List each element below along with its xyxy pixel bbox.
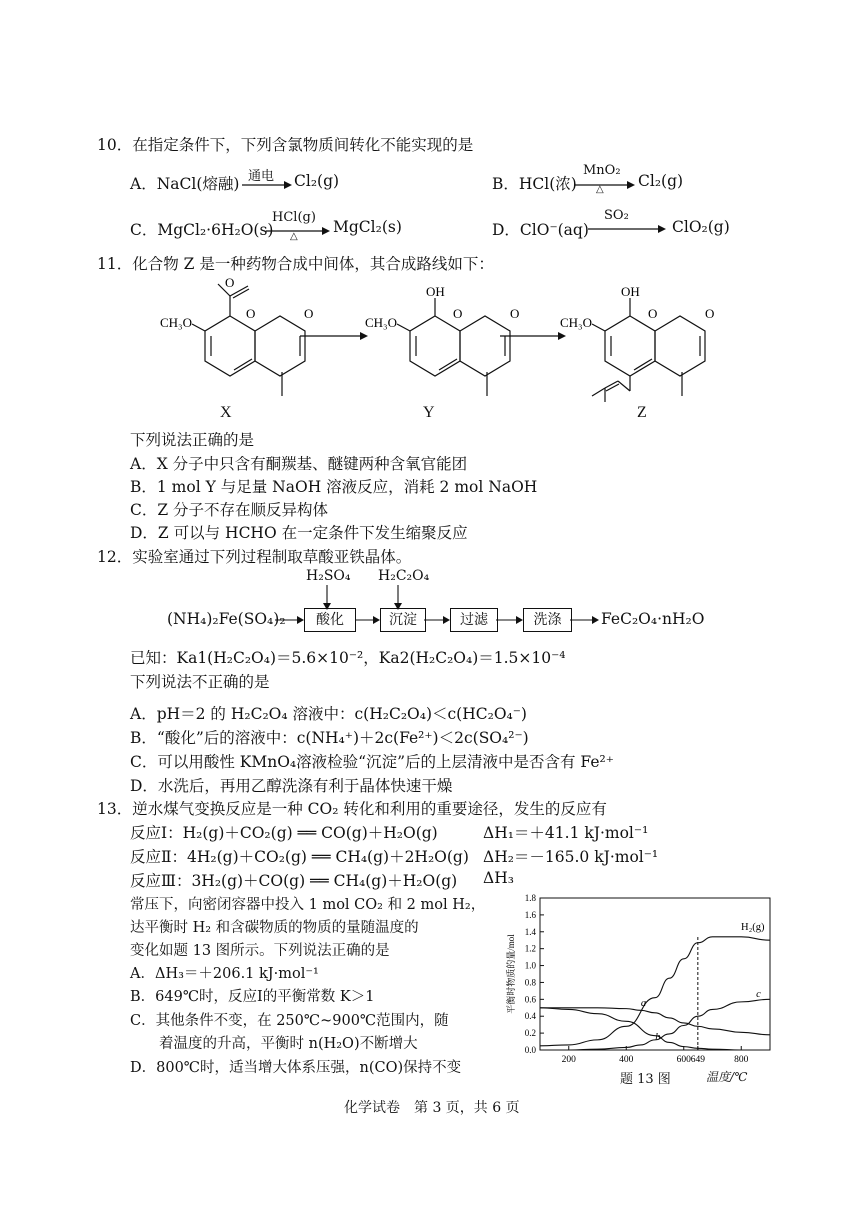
series-line-a [540, 1008, 770, 1035]
y-tick-label: 0.4 [524, 1011, 536, 1022]
x-oxygen: O [225, 276, 235, 290]
label-y: Y [423, 404, 435, 421]
series-line-b [540, 1008, 770, 1050]
series-label: H₂(g) [741, 922, 765, 934]
q10-d-condition: SO₂ [604, 208, 629, 223]
series-line-h2 [540, 937, 770, 1046]
y-ring-oxygen: O [453, 306, 463, 321]
label-x: X [220, 404, 232, 421]
x-tick-label: 800 [734, 1055, 749, 1065]
q10-option-a: A．NaCl(熔融) [130, 175, 240, 193]
molecule-x [192, 284, 305, 396]
q10-b-arrow [575, 180, 635, 190]
q13-reaction-3: 反应Ⅲ：3H₂(g)＋CO(g) ══ CH₄(g)＋H₂O(g) [130, 872, 458, 890]
q10-d-product: ClO₂(g) [672, 218, 730, 236]
q13-reaction-3-dh: ΔH₃ [483, 869, 514, 887]
q12-option-c: C．可以用酸性 KMnO₄溶液检验“沉淀”后的上层清液中是否含有 Fe²⁺ [130, 753, 614, 771]
y-tick-label: 0.2 [524, 1028, 536, 1039]
q11-option-c: C．Z 分子不存在顺反异构体 [130, 501, 329, 519]
q11-option-d: D．Z 可以与 HCHO 在一定条件下发生缩聚反应 [130, 524, 468, 542]
q10-a-product: Cl₂(g) [294, 172, 340, 190]
page-footer: 化学试卷 第 3 页，共 6 页 [344, 1100, 520, 1116]
q10-b-condition: MnO₂ [583, 163, 621, 178]
q12-option-d: D．水洗后，再用乙醇洗涤有利于晶体快速干燥 [130, 777, 453, 795]
chart-caption: 题 13 图 [620, 1072, 671, 1087]
z-hydroxyl: OH [621, 284, 640, 299]
q10-option-c: C．MgCl₂·6H₂O(s) [130, 221, 274, 239]
x-methoxy: CH₃O [160, 315, 192, 330]
q11-synthesis-route [160, 276, 720, 426]
q10-c-product: MgCl₂(s) [333, 218, 402, 236]
q10-a-arrow [242, 180, 292, 190]
step-precipitate: 沉淀 [380, 608, 426, 632]
q11-option-b: B．1 mol Y 与足量 NaOH 溶液反应，消耗 2 mol NaOH [130, 478, 538, 496]
q10-c-arrow [266, 226, 330, 236]
y-carbonyl-oxygen: O [510, 306, 520, 321]
y-tick-label: 0.0 [524, 1045, 536, 1055]
q12-lead: 下列说法不正确的是 [130, 673, 270, 691]
chart-xlabel: 温度/℃ [706, 1070, 748, 1084]
q12-option-b: B．“酸化”后的溶液中：c(NH₄⁺)＋2c(Fe²⁺)＜2c(SO₄²⁻) [130, 729, 529, 747]
reaction-arrow-2-head [558, 332, 566, 340]
q12-reagent-2: H₂C₂O₄ [378, 568, 430, 584]
x-tick-label: 200 [561, 1055, 576, 1065]
x-ring-oxygen: O [246, 306, 256, 321]
q11-stem: 11．化合物 Z 是一种药物合成中间体，其合成路线如下： [97, 255, 494, 273]
q12-product: FeC₂O₄·nH₂O [601, 610, 705, 628]
q13-body-1: 常压下，向密闭容器中投入 1 mol CO₂ 和 2 mol H₂， [130, 897, 486, 913]
y-hydroxyl: OH [426, 284, 445, 299]
q12-start-material: (NH₄)₂Fe(SO₄)₂ [167, 610, 286, 628]
q12-reagent-1: H₂SO₄ [306, 568, 351, 584]
q12-stem: 12．实验室通过下列过程制取草酸亚铁晶体。 [97, 548, 412, 566]
series-label: a [640, 998, 647, 1010]
q13-body-2: 达平衡时 H₂ 和含碳物质的物质的量随温度的 [130, 920, 419, 936]
x-tick-label: 600 [676, 1055, 691, 1065]
series-label: b [655, 1031, 661, 1043]
reaction-arrow-1-head [360, 332, 368, 340]
y-tick-label: 1.6 [524, 909, 536, 920]
z-ring-oxygen: O [648, 306, 658, 321]
y-tick-label: 1.2 [524, 943, 536, 954]
q13-chart [500, 888, 790, 1088]
y-tick-label: 0.8 [524, 977, 536, 988]
q10-option-d: D．ClO⁻(aq) [492, 221, 589, 239]
q13-body-3: 变化如题 13 图所示。下列说法正确的是 [130, 943, 390, 959]
step-acidify: 酸化 [304, 608, 356, 632]
q13-option-a: A．ΔH₃＝＋206.1 kJ·mol⁻¹ [130, 966, 319, 982]
q13-option-c: C．其他条件不变，在 250℃~900℃范围内，随 [130, 1013, 449, 1029]
q12-known: 已知：Ka1(H₂C₂O₄)＝5.6×10⁻²，Ka2(H₂C₂O₄)＝1.5×10⁻⁴ [130, 649, 566, 667]
q13-stem: 13．逆水煤气变换反应是一种 CO₂ 转化和利用的重要途径，发生的反应有 [97, 800, 607, 818]
step-wash: 洗涤 [523, 608, 572, 632]
y-tick-label: 1.8 [524, 893, 536, 903]
q13-reaction-2-dh: ΔH₂＝－165.0 kJ·mol⁻¹ [483, 848, 659, 866]
q13-reaction-1: 反应Ⅰ：H₂(g)＋CO₂(g) ══ CO(g)＋H₂O(g) [130, 824, 438, 842]
q13-option-c-cont: 着温度的升高，平衡时 n(H₂O)不断增大 [130, 1036, 418, 1052]
x-carbonyl-oxygen: O [304, 306, 314, 321]
q10-c-heat: △ [290, 231, 298, 242]
q11-lead: 下列说法正确的是 [130, 431, 255, 449]
q10-b-product: Cl₂(g) [638, 172, 684, 190]
q12-option-a: A．pH＝2 的 H₂C₂O₄ 溶液中：c(H₂C₂O₄)＜c(HC₂O₄⁻) [130, 705, 527, 723]
series-label: c [756, 988, 761, 1000]
q13-reaction-2: 反应Ⅱ：4H₂(g)＋CO₂(g) ══ CH₄(g)＋2H₂O(g) [130, 848, 469, 866]
step-filter: 过滤 [450, 608, 498, 632]
q13-option-b: B．649℃时，反应Ⅰ的平衡常数 K＞1 [130, 989, 375, 1005]
label-z: Z [637, 404, 647, 421]
q10-b-heat: △ [596, 184, 604, 195]
z-methoxy: CH₃O [560, 315, 592, 330]
y-tick-label: 1.4 [524, 926, 536, 937]
y-tick-label: 0.6 [524, 994, 536, 1005]
q10-option-b: B．HCl(浓) [492, 175, 577, 193]
x-tick-label: 400 [619, 1055, 634, 1065]
x-tick-label: 649 [690, 1055, 705, 1065]
q10-d-arrow [588, 224, 666, 234]
q11-option-a: A．X 分子中只含有酮羰基、醚键两种含氧官能团 [130, 455, 468, 473]
y-tick-label: 1.0 [524, 960, 536, 971]
plot-frame [540, 898, 770, 1050]
q10-a-condition: 通电 [248, 169, 275, 184]
y-methoxy: CH₃O [365, 315, 397, 330]
q10-c-condition: HCl(g) [272, 210, 316, 225]
q13-option-d: D．800℃时，适当增大体系压强，n(CO)保持不变 [130, 1060, 462, 1076]
z-carbonyl-oxygen: O [705, 306, 715, 321]
y-axis-label: 平衡时物质的量/mol [506, 934, 516, 1014]
q10-stem: 10．在指定条件下，下列含氯物质间转化不能实现的是 [97, 136, 474, 154]
q13-reaction-1-dh: ΔH₁＝＋41.1 kJ·mol⁻¹ [483, 824, 649, 842]
